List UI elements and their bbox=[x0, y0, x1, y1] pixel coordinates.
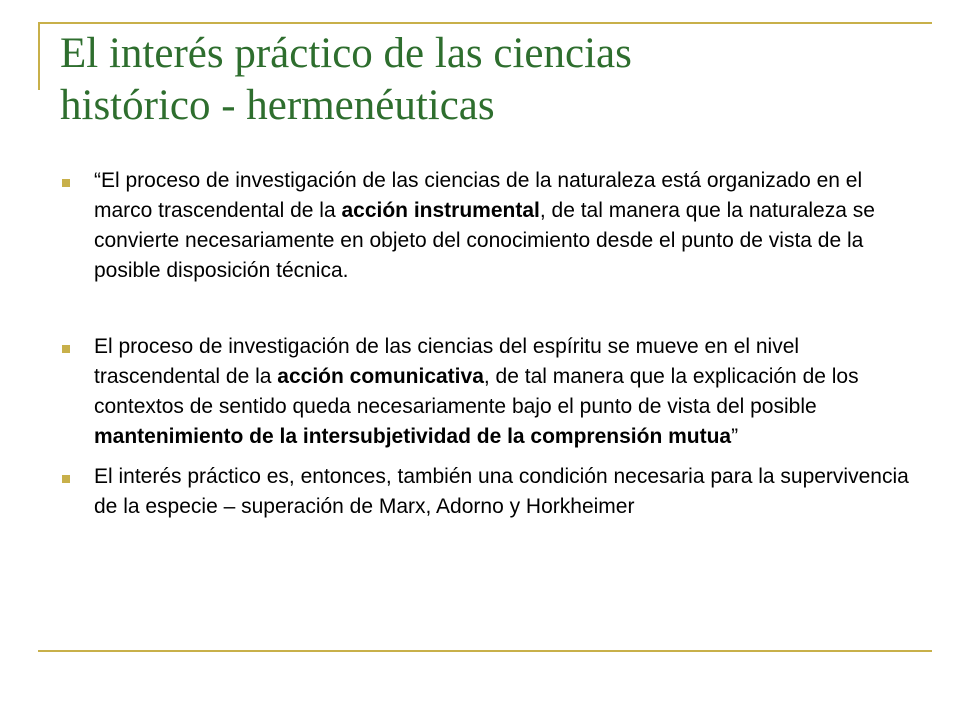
bottom-rule bbox=[38, 650, 932, 652]
bullet-emphasis: acción comunicativa bbox=[277, 365, 484, 388]
bullet-text: ” bbox=[731, 425, 739, 448]
bullet-text: , de tal manera que la explicación de los contextos de sentido queda necesariamente bajo el punto de vista del posible bbox=[94, 365, 859, 418]
title-line-2: histórico - hermenéuticas bbox=[60, 82, 495, 129]
square-bullet-icon bbox=[62, 475, 70, 483]
bullet-text: “El proceso de investigación de las ciencias de la naturaleza está organizado en el marco trascendental de la bbox=[94, 169, 863, 222]
bullet-text: , de tal manera que la naturaleza se convierte necesariamente en objeto del conocimiento desde el punto de vista de la posible disposición técnica. bbox=[94, 199, 875, 282]
title-line-1: El interés práctico de las ciencias bbox=[60, 30, 632, 77]
left-rule bbox=[38, 22, 40, 90]
square-bullet-icon bbox=[62, 345, 70, 353]
bullet-emphasis: mantenimiento de la intersubjetividad de la comprensión mutua bbox=[94, 425, 732, 448]
bullet-item bbox=[60, 332, 920, 452]
bullet-item bbox=[60, 166, 920, 286]
top-rule bbox=[38, 22, 932, 24]
bullet-text: El interés práctico es, entonces, también una condición necesaria para la supervivencia de la especie – superación de Marx, Adorno y Horkheimer bbox=[94, 465, 909, 518]
bullet-item bbox=[60, 462, 920, 522]
slide-title bbox=[60, 28, 920, 132]
bullet-list bbox=[60, 166, 920, 522]
bullet-text: El proceso de investigación de las ciencias del espíritu se mueve en el nivel trascendental de la bbox=[94, 335, 800, 388]
square-bullet-icon bbox=[62, 179, 70, 187]
bullet-emphasis: acción instrumental bbox=[341, 199, 540, 222]
